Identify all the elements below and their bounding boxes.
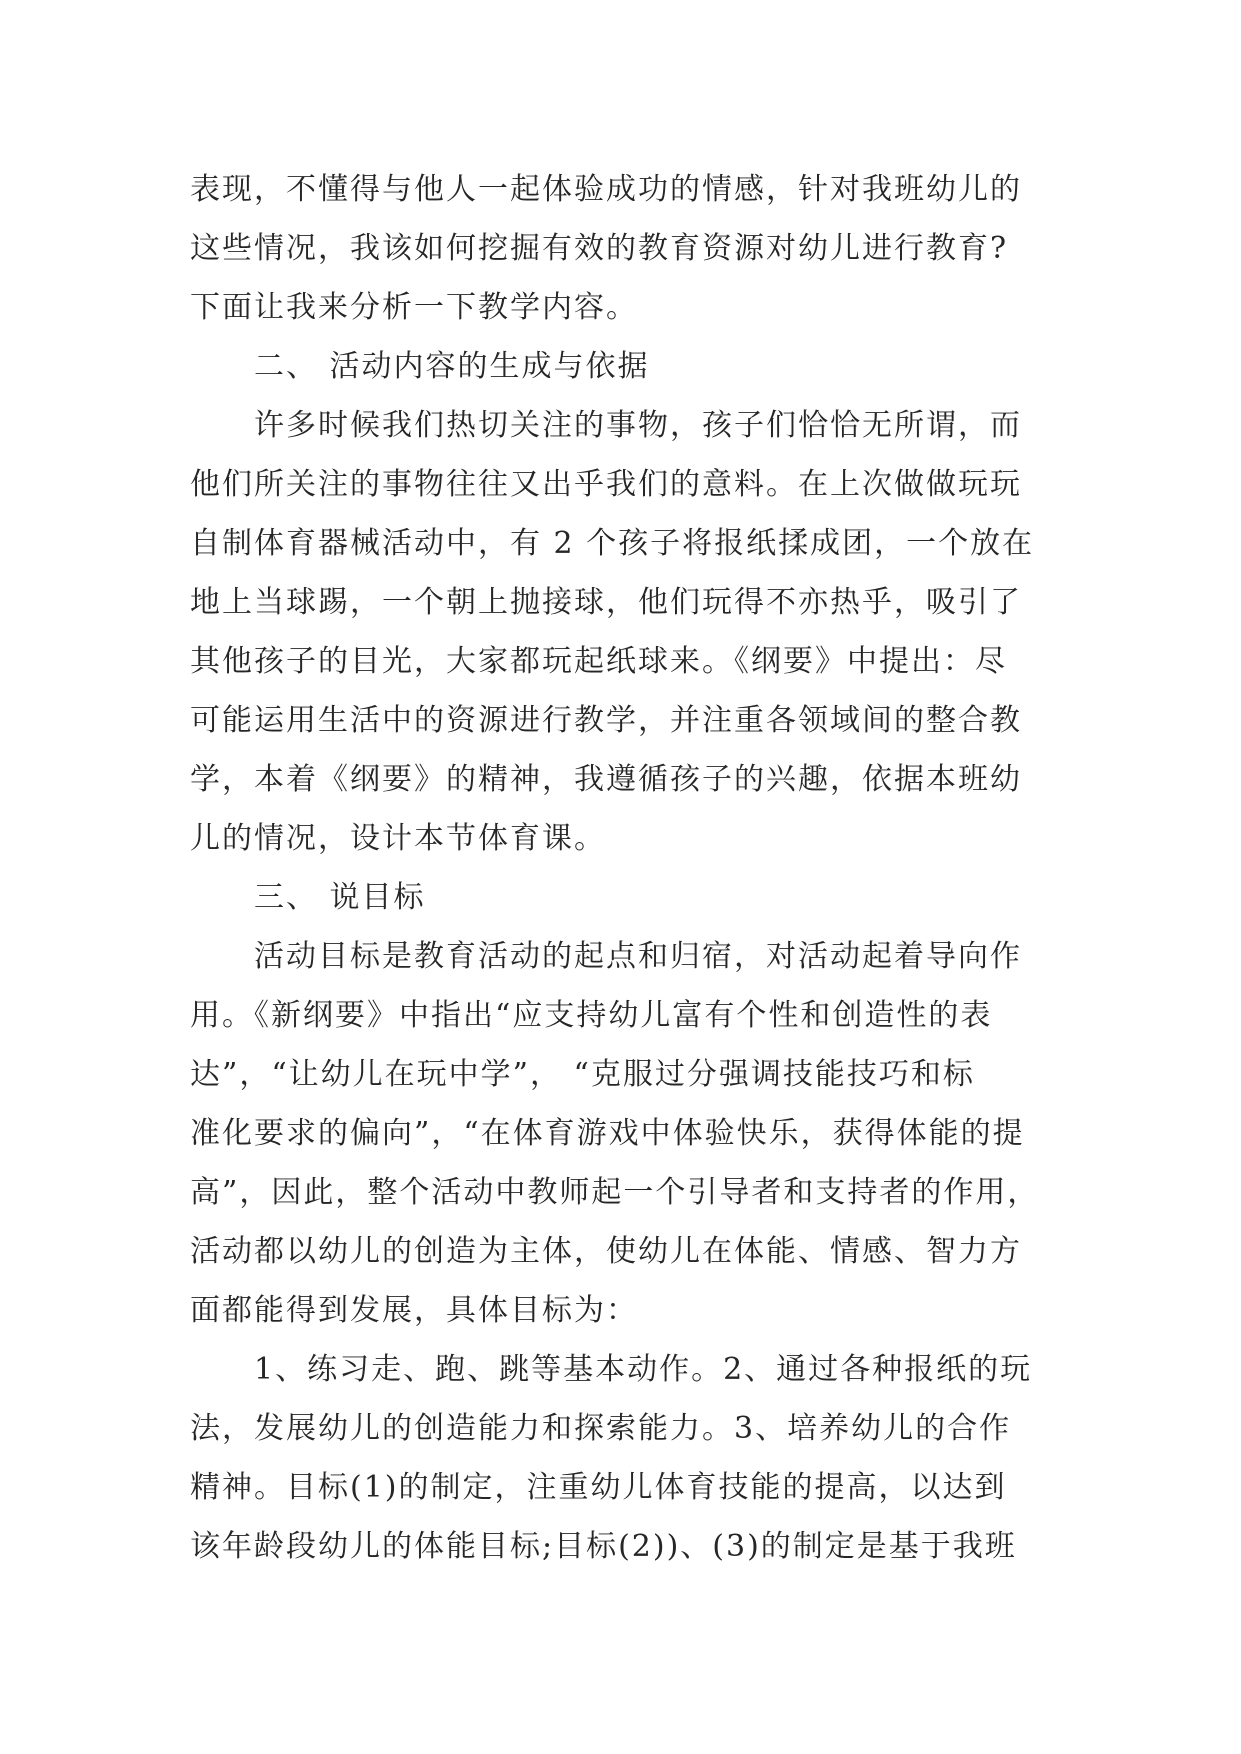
text-line: 用。《新纲要》中指出“应支持幼儿富有个性和创造性的表 [190,998,993,1033]
text-line: 高”，因此，整个活动中教师起一个引导者和支持者的作用， [190,1175,1040,1210]
text-line: 精神。目标(1)的制定，注重幼儿体育技能的提高，以达到 [190,1470,1007,1505]
text-line: 地上当球踢，一个朝上抛接球，他们玩得不亦热乎，吸引了 [190,585,1022,620]
text-line: 达”，“让幼儿在玩中学”， “克服过分强调技能技巧和标 [190,1057,975,1092]
section-heading-2: 二、 活动内容的生成与依据 [254,349,650,384]
text-line: 面都能得到发展，具体目标为： [190,1293,638,1328]
text-line: 许多时候我们热切关注的事物，孩子们恰恰无所谓，而 [254,408,1022,443]
text-line: 1、练习走、跑、跳等基本动作。2、通过各种报纸的玩 [254,1352,1033,1387]
text-line: 下面让我来分析一下教学内容。 [190,290,638,325]
text-line: 其他孩子的目光，大家都玩起纸球来。《纲要》中提出：尽 [190,644,1007,679]
text-line: 他们所关注的事物往往又出乎我们的意料。在上次做做玩玩 [190,467,1022,502]
text-line: 儿的情况，设计本节体育课。 [190,821,606,856]
text-line: 可能运用生活中的资源进行教学，并注重各领域间的整合教 [190,703,1022,738]
text-line: 学，本着《纲要》的精神，我遵循孩子的兴趣，依据本班幼 [190,762,1022,797]
text-line: 自制体育器械活动中，有 2 个孩子将报纸揉成团，一个放在 [190,526,1035,561]
text-line: 活动都以幼儿的创造为主体，使幼儿在体能、情感、智力方 [190,1234,1022,1269]
text-line: 法，发展幼儿的创造能力和探索能力。3、培养幼儿的合作 [190,1411,1012,1446]
body-text [190,160,1050,1576]
section-heading-3: 三、 说目标 [254,880,426,915]
text-line: 该年龄段幼儿的体能目标;目标(2))、(3)的制定是基于我班 [190,1529,1017,1564]
text-line: 活动目标是教育活动的起点和归宿，对活动起着导向作 [254,939,1022,974]
text-line: 表现，不懂得与他人一起体验成功的情感，针对我班幼儿的 [190,172,1022,207]
text-line: 这些情况，我该如何挖掘有效的教育资源对幼儿进行教育? [190,231,1009,266]
text-line: 准化要求的偏向”，“在体育游戏中体验快乐，获得体能的提 [190,1116,1025,1151]
